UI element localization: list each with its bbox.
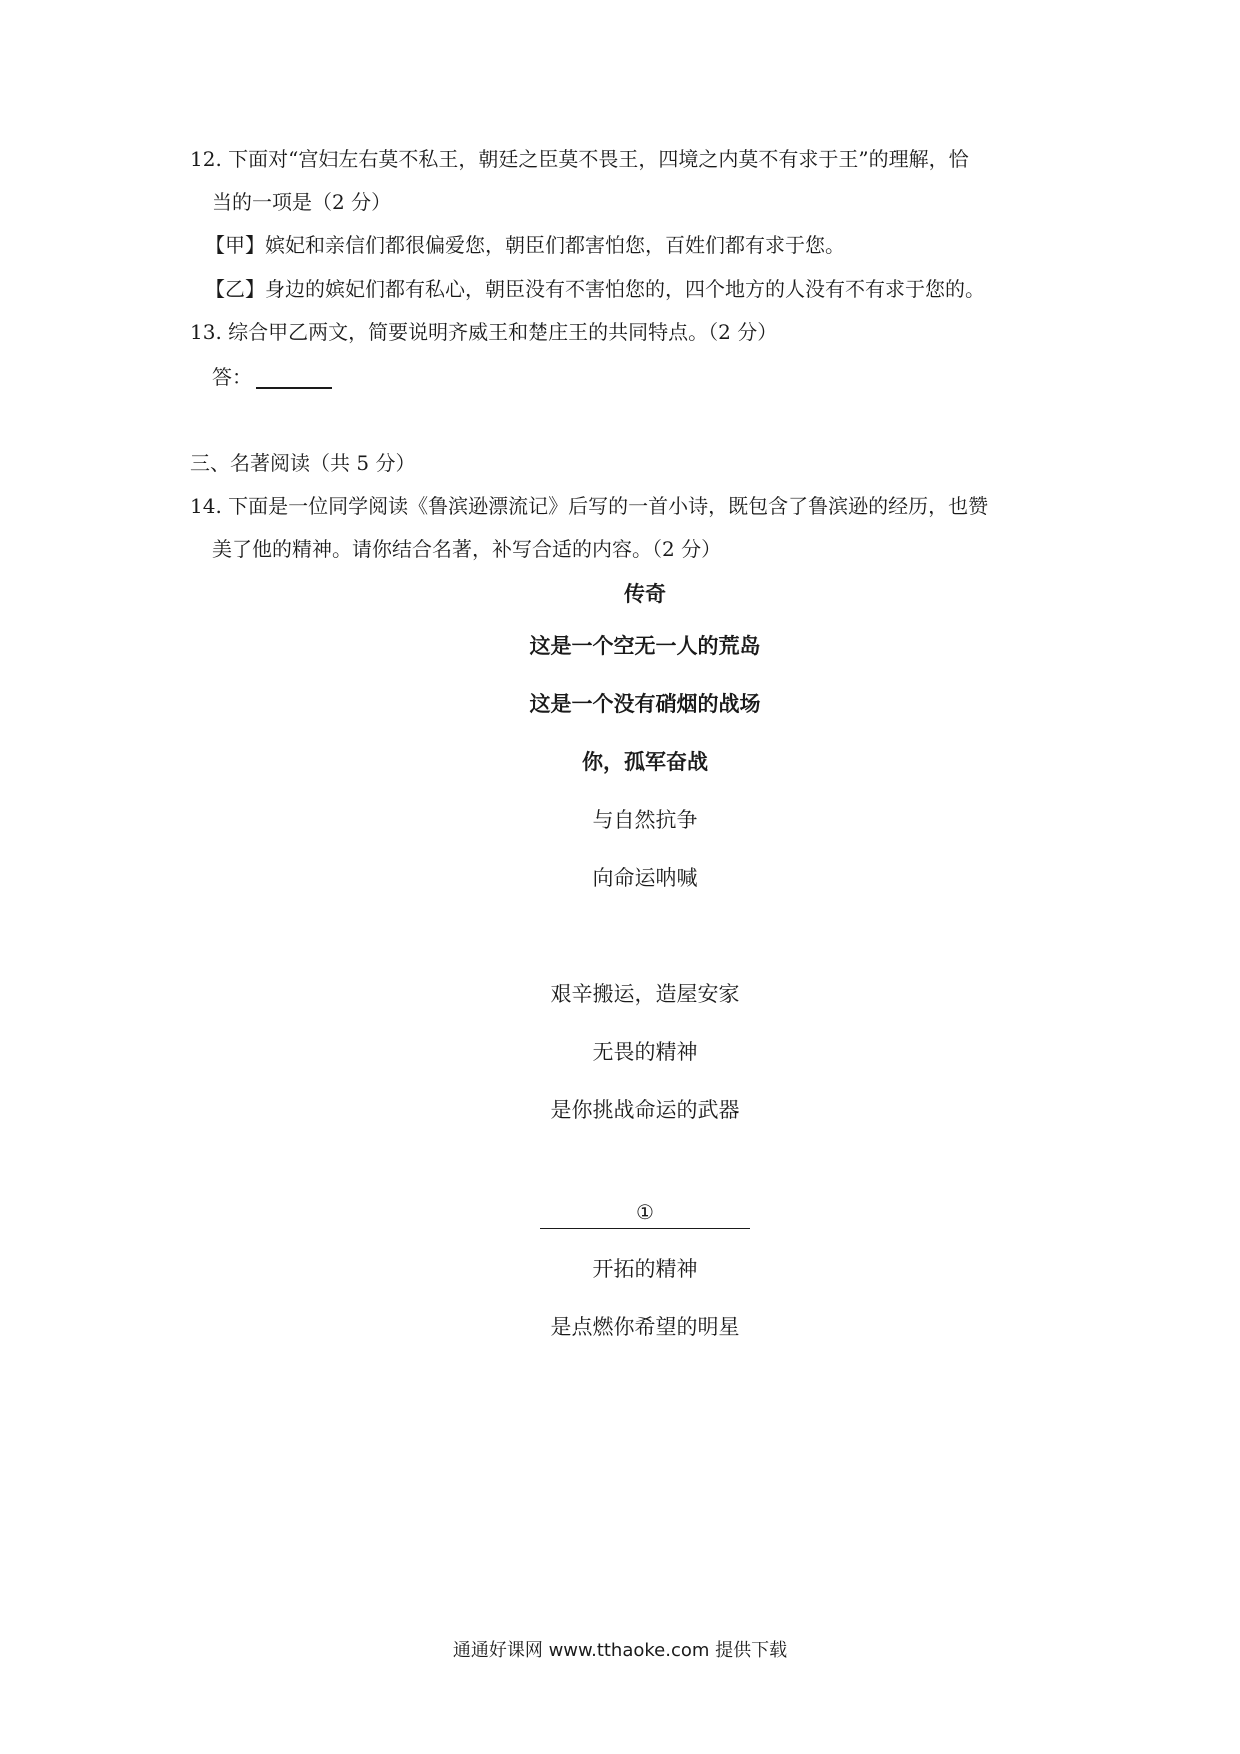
poem-line: 是你挑战命运的武器 <box>550 1098 740 1122</box>
page-footer: 通通好课网 www.tthaoke.com 提供下载 <box>452 1640 788 1661</box>
poem-title: 传奇 <box>624 582 666 606</box>
q14-line-1: 14. 下面是一位同学阅读《鲁滨逊漂流记》后写的一首小诗，既包含了鲁滨逊的经历，也赞 <box>190 494 989 518</box>
q14-line-2: 美了他的精神。请你结合名著，补写合适的内容。（2 分） <box>212 537 722 561</box>
q12-line-1: 12. 下面对“宫妇左右莫不私王，朝廷之臣莫不畏王，四境之内莫不有求于王”的理解，恰 <box>190 147 969 171</box>
poem-line: 这是一个没有硝烟的战场 <box>529 692 761 716</box>
q12-option-b: 【乙】身边的嫔妃们都有私心，朝臣没有不害怕您的，四个地方的人没有不有求于您的。 <box>205 277 985 301</box>
poem-line: 无畏的精神 <box>592 1040 698 1064</box>
poem-line: 这是一个空无一人的荒岛 <box>529 634 761 658</box>
q12-option-a: 【甲】嫔妃和亲信们都很偏爱您，朝臣们都害怕您，百姓们都有求于您。 <box>205 233 845 257</box>
poem-line: 你，孤军奋战 <box>582 750 708 774</box>
poem-line: 向命运呐喊 <box>592 866 698 890</box>
q13-line-1: 13. 综合甲乙两文，简要说明齐威王和楚庄王的共同特点。（2 分） <box>190 320 778 344</box>
poem-line: 艰辛搬运，造屋安家 <box>550 982 740 1006</box>
poem-line: 与自然抗争 <box>592 808 698 832</box>
poem-fill-blank[interactable]: ① <box>540 1198 750 1229</box>
answer-blank[interactable] <box>256 363 332 389</box>
poem-line: 开拓的精神 <box>592 1257 698 1281</box>
poem-line: 是点燃你希望的明星 <box>550 1315 740 1339</box>
answer-label: 答： <box>212 365 252 389</box>
q13-answer <box>212 363 332 389</box>
q12-line-2: 当的一项是（2 分） <box>212 190 392 214</box>
section-heading: 三、名著阅读（共 5 分） <box>190 451 416 475</box>
